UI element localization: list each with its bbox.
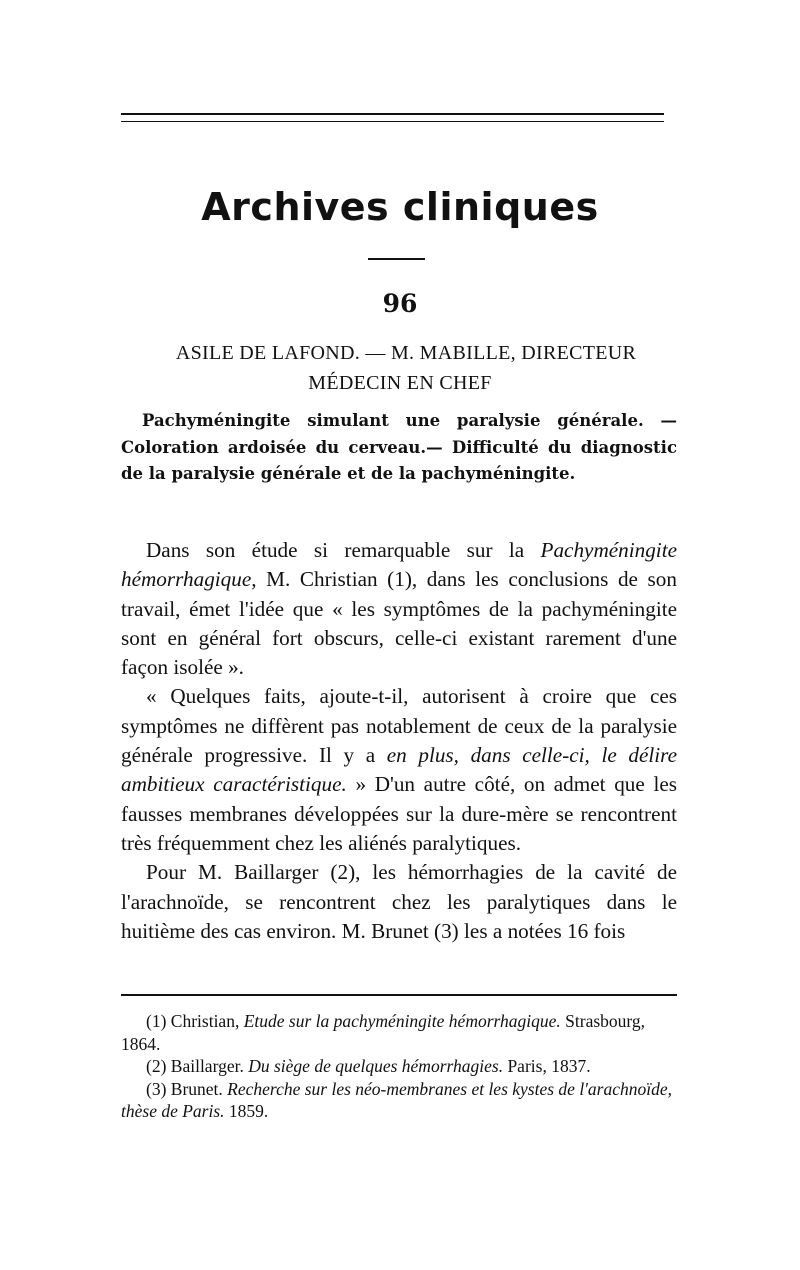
paragraph-1 xyxy=(121,536,677,682)
footnote-2-italic: Du siège de quelques hémorrhagies. xyxy=(248,1056,504,1076)
footnote-3-text-b: 1859. xyxy=(224,1101,269,1121)
paragraph-3: Pour M. Baillarger (2), les hémorrhagies de la cavité de l'arachnoïde, se rencontrent chez les paralytiques dans le huitième des cas environ. M. Brunet (3) les a notées 16 fois xyxy=(121,860,677,943)
case-summary-text: Pachyméningite simulant une paralysie générale. — Coloration ardoisée du cerveau.— Difficulté du diagnostic de la paralysie générale et de la pachyméningite. xyxy=(121,411,677,483)
paragraph-2-text-a: « Quelques faits, ajoute-t-il, autorisent à croire que ces symptômes ne diffèrent pas notablement de ceux de la paralysie générale progressive. Il y a xyxy=(121,684,677,768)
footnote-2 xyxy=(121,1055,677,1078)
case-summary xyxy=(121,408,677,488)
institution-line-1: ASILE DE LAFOND. — M. MABILLE, DIRECTEUR xyxy=(175,342,637,364)
footnote-3 xyxy=(121,1078,677,1123)
header-rule-thick xyxy=(121,113,664,115)
case-number: 96 xyxy=(382,289,418,318)
paragraph-1-italic: Pachyméningite hémorrhagique, xyxy=(121,538,677,592)
paragraph-1-text-a: Dans son étude si remarquable sur la xyxy=(146,538,541,562)
paragraph-1-text-b: M. Christian (1), dans les conclusions de son travail, émet l'idée que « les symptômes de la pachyméningite sont en général fort obscurs, celle-ci existant rarement d'une façon isolée ». xyxy=(121,567,677,680)
footnote-3-italic: Recherche sur les néo-membranes et les kystes de l'arachnoïde, thèse de Paris. xyxy=(121,1078,673,1121)
footnote-1-italic: Etude sur la pachyméningite hémorrhagique. xyxy=(243,1011,561,1031)
footnote-2-text-b: Paris, 1837. xyxy=(503,1056,591,1076)
paragraph-2-italic: en plus, dans celle-ci, le délire ambitieux caractéristique. xyxy=(121,743,677,797)
footnote-1 xyxy=(121,1010,677,1055)
body-text xyxy=(121,536,677,946)
title-divider xyxy=(368,258,425,260)
footnote-rule xyxy=(121,994,677,996)
section-title: Archives cliniques xyxy=(201,185,599,229)
footnote-1-text-a: (1) Christian, xyxy=(146,1011,244,1031)
paragraph-2-text-b: » D'un autre côté, on admet que les fausses membranes développées sur la dure-mère se rencontrent très fréquemment chez les aliénés paralytiques. xyxy=(121,772,678,855)
footnote-1-text-b: Strasbourg, 1864. xyxy=(121,1011,646,1054)
institution-line-2: MÉDECIN EN CHEF xyxy=(308,372,492,394)
paragraph-2 xyxy=(121,682,677,858)
footnote-2-text-a: (2) Baillarger. xyxy=(146,1056,249,1076)
footnote-3-text-a: (3) Brunet. xyxy=(146,1078,228,1099)
header-rule-thin xyxy=(121,121,664,122)
footnotes xyxy=(121,1010,677,1123)
